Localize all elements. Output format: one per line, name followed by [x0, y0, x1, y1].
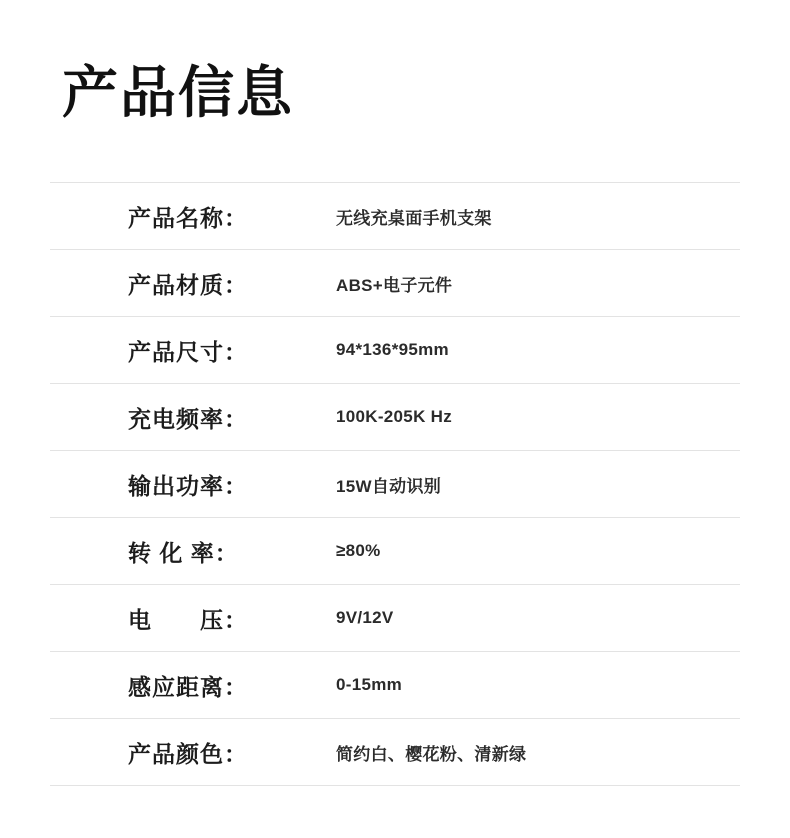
spec-label: 转 化 率： [50, 518, 330, 585]
spec-label: 产品尺寸： [50, 317, 330, 384]
spec-label: 电 压： [50, 585, 330, 652]
table-row [50, 250, 740, 317]
table-row [50, 183, 740, 250]
spec-value: 100K-205K Hz [330, 384, 740, 451]
spec-label: 感应距离： [50, 652, 330, 719]
table-row [50, 719, 740, 786]
table-row [50, 384, 740, 451]
spec-value: ≥80% [330, 518, 740, 585]
spec-value: 0-15mm [330, 652, 740, 719]
spec-value: 15W自动识别 [330, 451, 740, 518]
table-row [50, 451, 740, 518]
product-spec-table [50, 182, 740, 786]
spec-value: ABS+电子元件 [330, 250, 740, 317]
table-row [50, 518, 740, 585]
page-title: 产品信息 [62, 61, 294, 124]
table-row [50, 317, 740, 384]
spec-label: 输出功率： [50, 451, 330, 518]
spec-table-body [50, 183, 740, 786]
spec-value: 无线充桌面手机支架 [330, 183, 740, 250]
spec-label: 产品颜色： [50, 719, 330, 786]
spec-value: 简约白、樱花粉、清新绿 [330, 719, 740, 786]
spec-label: 产品材质： [50, 250, 330, 317]
spec-value: 9V/12V [330, 585, 740, 652]
spec-label: 产品名称： [50, 183, 330, 250]
table-row [50, 652, 740, 719]
spec-label: 充电频率： [50, 384, 330, 451]
table-row [50, 585, 740, 652]
spec-value: 94*136*95mm [330, 317, 740, 384]
